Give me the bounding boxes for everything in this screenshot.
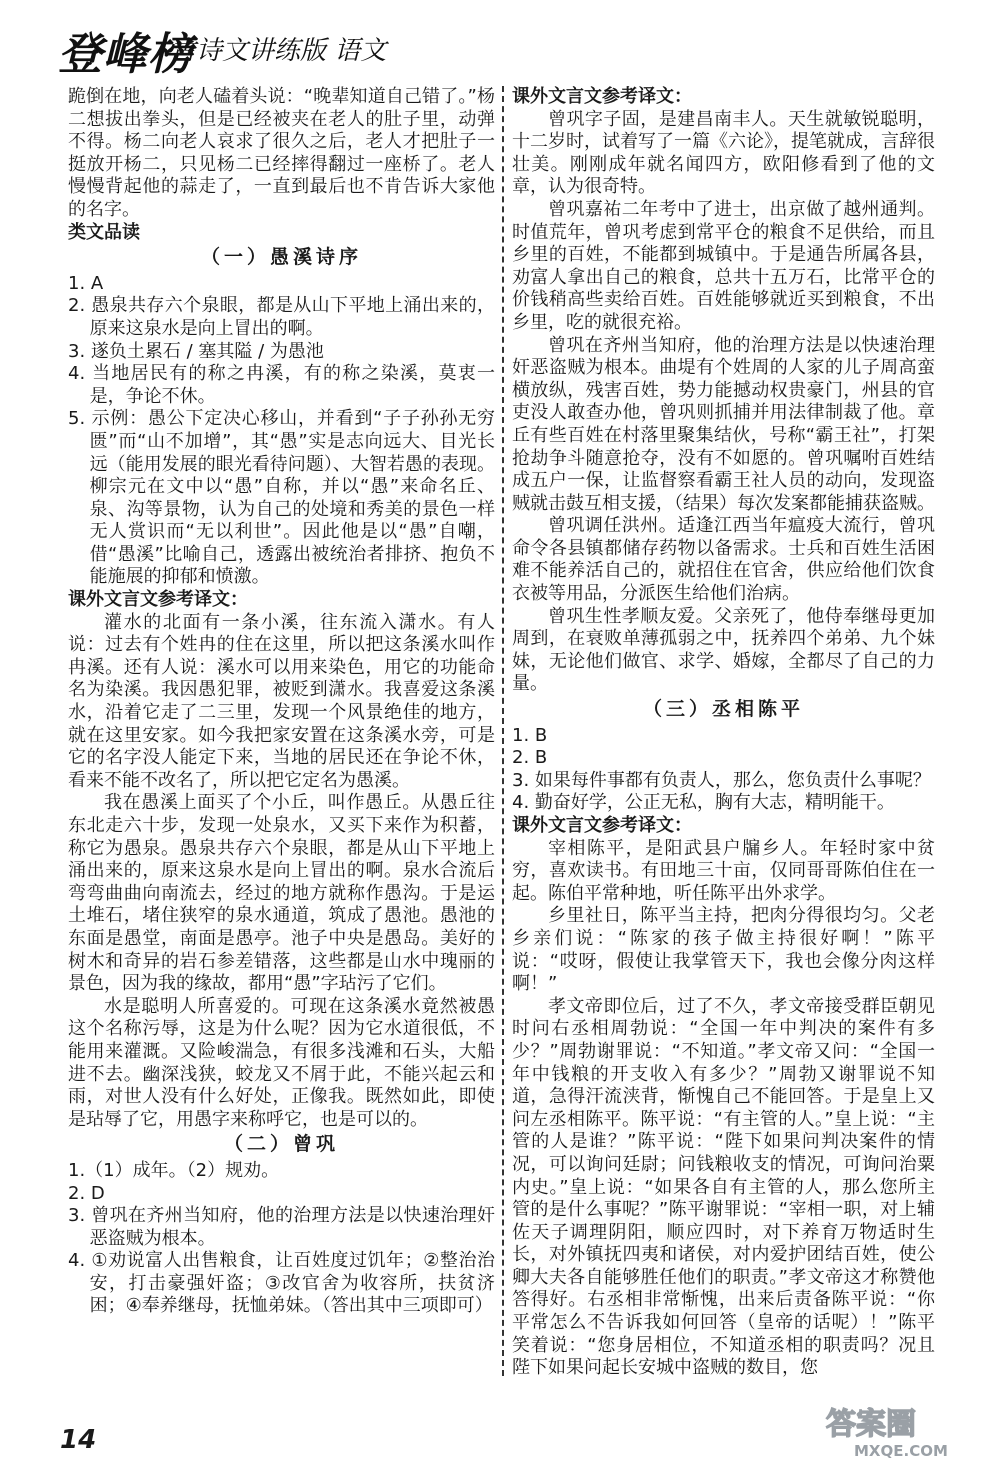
answer-item: 2. 愚泉共存六个泉眼，都是从山下平地上涌出来的，原来这泉水是向上冒出的啊。 <box>68 295 495 339</box>
answer-item: 2. B <box>512 747 548 769</box>
answer-item: 3. 如果每件事都有负责人，那么，您负责什么事呢？ <box>512 769 931 791</box>
answer-item: 3. 曾巩在齐州当知府，他的治理方法是以快速治理奸恶盗贼为根本。 <box>68 1205 495 1249</box>
page-number: 14 <box>60 1425 97 1455</box>
book-subtitle: 古诗文讲练版 语文 <box>170 36 387 66</box>
translation-heading: 课外文言文参考译文： <box>68 589 248 611</box>
answer-item: 4. ①劝说富人出售粮食，让百姓度过饥年；②整治治安，打击豪强奸盗；③改官舍为收容所，扶贫济困；④奉养继母，抚恤弟妹。（答出其中三项即可） <box>68 1250 495 1317</box>
page-header <box>58 18 958 78</box>
translation-paragraph: 灌水的北面有一条小溪，往东流入潇水。有人说：过去有个姓冉的住在这里，所以把这条溪水叫作冉溪。还有人说：溪水可以用来染色，用它的功能命名为染溪。我因愚犯罪，被贬到潇水。我喜爱这条溪水，沿着它走了二三里，发现一个风景绝佳的地方，就在这里安家。如今我把家安置在这条溪水旁，可是它的名字没人能定下来，当地的居民还在争论不休，看来不能不改名了，所以把它定名为愚溪。 <box>68 611 495 791</box>
answer-item: 4. 当地居民有的称之冉溪，有的称之染溪，莫衷一是，争论不休。 <box>68 363 495 407</box>
translation-paragraph: 曾巩嘉祐二年考中了进士，出京做了越州通判。时值荒年，曾巩考虑到常平仓的粮食不足供给，而且乡里的百姓，不能都到城镇中。于是通告所属各县，劝富人拿出自己的粮食，总共十五万石，比常平仓的价钱稍高些卖给百姓。百姓能够就近买到粮食，不出乡里，吃的就很充裕。 <box>512 198 935 333</box>
translation-heading: 课外文言文参考译文： <box>512 86 692 107</box>
answer-item: 1.（1）成年。（2）规劝。 <box>68 1159 280 1181</box>
answer-item: 5. 示例：愚公下定决心移山，并看到“子子孙孙无穷匮”而“山不加增”，其“愚”实是志向远大、目光长远（能用发展的眼光看待问题）、大智若愚的表现。柳宗元在文中以“愚”自称，并以“愚”来命名丘、泉、沟等景物，认为自己的处境和秀美的景色一样无人赏识而“无以利世”。因此他是以“愚”自嘲，借“愚溪”比喻自己，透露出被统治者排挤、抱负不能施展的抑郁和愤激。 <box>68 408 495 588</box>
translation-paragraph: 曾巩字子固，是建昌南丰人。天生就敏锐聪明，十二岁时，试着写了一篇《六论》，提笔就成，言辞很壮美。刚刚成年就名闻四方，欧阳修看到了他的文章，认为很奇特。 <box>512 108 935 198</box>
translation-paragraph: 我在愚溪上面买了个小丘，叫作愚丘。从愚丘往东北走六十步，发现一处泉水，又买下来作为积蓄，称它为愚泉。愚泉共存六个泉眼，都是从山下平地上涌出来的，原来这泉水是向上冒出的啊。泉水合流后弯弯曲曲向南流去，经过的地方就称作愚沟。于是运土堆石，堵住狭窄的泉水通道，筑成了愚池。愚池的东面是愚堂，南面是愚亭。池子中央是愚岛。美好的树木和奇异的岩石参差错落，这些都是山水中瑰丽的景色，因为我的缘故，都用“愚”字玷污了它们。 <box>68 792 495 995</box>
section-title-yuxi: （一）愚溪诗序 <box>200 246 362 269</box>
translation-paragraph: 乡里社日，陈平当主持，把肉分得很均匀。父老乡亲们说：“陈家的孩子做主持很好啊！”陈平说：“哎呀，假使让我掌管天下，我也会像分肉这样啊！” <box>512 905 935 995</box>
story-continuation: 跪倒在地，向老人磕着头说：“晚辈知道自己错了。”杨二想拔出拳头，但是已经被夹在老人的肚子里，动弹不得。杨二向老人哀求了很久之后，老人才把肚子一挺放开杨二，只见杨二已经摔得翻过一座桥了。老人慢慢背起他的蒜走了，一直到最后也不肯告诉大家他的名字。 <box>68 86 495 220</box>
column-divider <box>502 86 504 1376</box>
category-heading: 类文品读 <box>68 221 140 243</box>
translation-paragraph: 曾巩调任洪州。适逢江西当年瘟疫大流行，曾巩命令各县镇都储存药物以备需求。士兵和百姓生活困难不能养活自己的，就招住在官舍，供应给他们饮食衣被等用品，分派医生给他们治病。 <box>512 515 935 605</box>
watermark-logo <box>820 1400 990 1462</box>
watermark-url: MXQE.COM <box>854 1442 948 1460</box>
answer-item: 2. D <box>68 1182 105 1204</box>
answer-item: 4. 勤奋好学，公正无私，胸有大志，精明能干。 <box>512 792 895 814</box>
section-title-chenping: （三）丞相陈平 <box>642 698 804 721</box>
translation-heading: 课外文言文参考译文： <box>512 815 692 836</box>
answer-item: 3. 遂负土累石 / 塞其隘 / 为愚池 <box>68 340 324 362</box>
brand-logo: 登峰榜 <box>58 29 193 80</box>
right-column <box>512 86 935 1380</box>
translation-paragraph: 宰相陈平，是阳武县户牖乡人。年轻时家中贫穷，喜欢读书。有田地三十亩，仅同哥哥陈伯住在一起。陈伯平常种地，听任陈平出外求学。 <box>512 837 935 904</box>
translation-paragraph: 水是聪明人所喜爱的。可现在这条溪水竟然被愚这个名称污辱，这是为什么呢？因为它水道很低，不能用来灌溉。又险峻湍急，有很多浅滩和石头，大船进不去。幽深浅狭，蛟龙又不屑于此，不能兴起云和雨，对世人没有什么好处，正像我。既然如此，即使是玷辱了它，用愚字来称呼它，也是可以的。 <box>68 995 495 1130</box>
section-title-zenggong: （二）曾巩 <box>223 1133 339 1156</box>
watermark-text: 答案圈 <box>826 1407 916 1442</box>
translation-paragraph: 孝文帝即位后，过了不久，孝文帝接受群臣朝见时问右丞相周勃说：“全国一年中判决的案件有多少？”周勃谢罪说：“不知道。”孝文帝又问：“全国一年中钱粮的开支收入有多少？”周勃又谢罪说不知道，急得汗流浃背，惭愧自己不能回答。于是皇上又问左丞相陈平。陈平说：“有主管的人。”皇上说：“主管的人是谁？”陈平说：“陛下如果问判决案件的情况，可以询问廷尉；问钱粮收支的情况，可询问治粟内史。”皇上说：“如果各自有主管的人，那么您所主管的是什么事呢？”陈平谢罪说：“宰相一职，对上辅佐天子调理阴阳，顺应四时，对下养育万物适时生长，对外镇抚四夷和诸侯，对内爱护团结百姓，使公卿大夫各自能够胜任他们的职责。”孝文帝这才称赞他答得好。右丞相非常惭愧，出来后责备陈平说：“你平常怎么不告诉我如何回答（皇帝的话呢）！”陈平笑着说：“您身居相位，不知道丞相的职责吗？况且陛下如果问起长安城中盗贼的数目，您 <box>512 995 935 1379</box>
translation-paragraph: 曾巩在齐州当知府，他的治理方法是以快速治理奸恶盗贼为根本。曲堤有个姓周的人家的儿子周高蛮横放纵，残害百姓，势力能撼动权贵豪门，州县的官吏没人敢查办他，曾巩则抓捕并用法律制裁了他。章丘有些百姓在村落里聚集结伙，号称“霸王社”，打架抢劫争斗随意抢夺，没有不如愿的。曾巩嘱咐百姓结成五户一保，让监督察看霸王社人员的动向，发现盗贼就击鼓互相支援，（结果）每次发案都能捕获盗贼。 <box>512 334 935 514</box>
answer-item: 1. A <box>68 272 104 294</box>
translation-paragraph: 曾巩生性孝顺友爱。父亲死了，他侍奉继母更加周到，在衰败单薄孤弱之中，抚养四个弟弟、九个妹妹，无论他们做官、求学、婚嫁，全都尽了自己的力量。 <box>512 605 935 695</box>
answer-item: 1. B <box>512 724 548 746</box>
left-column <box>68 86 495 1318</box>
